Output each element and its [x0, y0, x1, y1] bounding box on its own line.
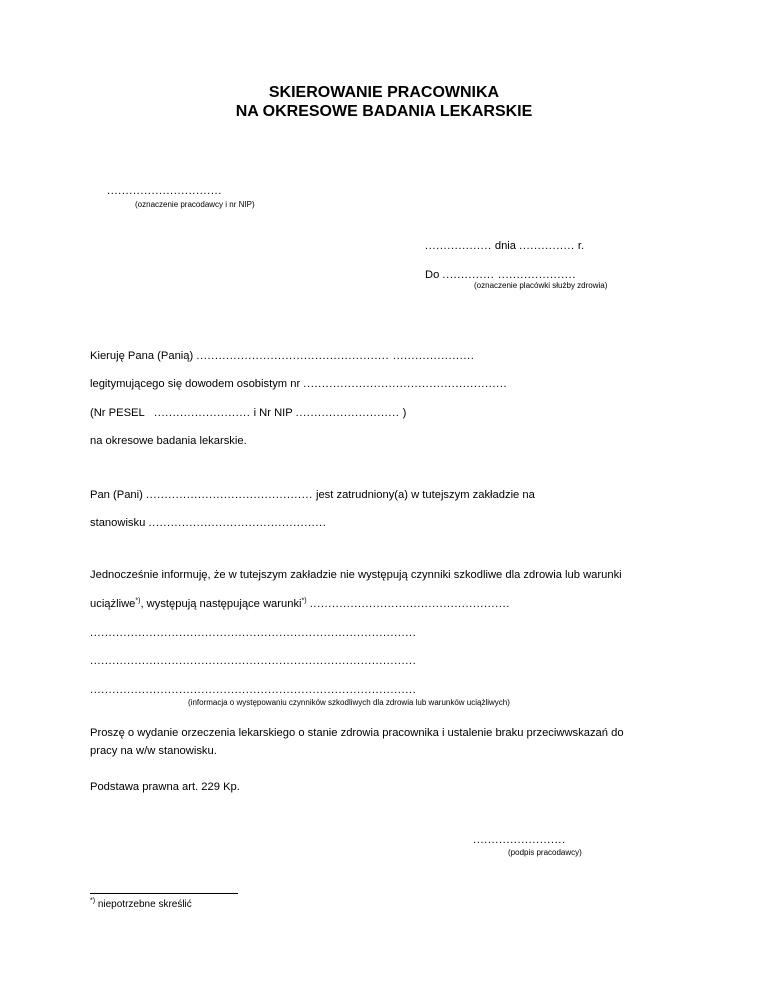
- info-b: , występują następujące warunki: [140, 598, 302, 610]
- pan-label: Pan (Pani): [90, 489, 143, 501]
- id-number-field[interactable]: .......................................................: [303, 378, 508, 390]
- pesel-label: (Nr PESEL: [90, 407, 145, 419]
- recipient-caption: (oznaczenie placówki służby zdrowia): [474, 281, 608, 290]
- footnote-mark-2: *): [301, 597, 307, 605]
- nip-label: i Nr NIP: [253, 407, 293, 419]
- info-a: uciążliwe: [90, 598, 136, 610]
- document-title-line1: SKIEROWANIE PRACOWNIKA: [268, 84, 500, 101]
- footnote: [90, 898, 192, 912]
- footnote-text: niepotrzebne skreślić: [95, 899, 192, 910]
- pan-line: [90, 488, 535, 502]
- conditions-field[interactable]: ......................................................: [309, 598, 510, 610]
- date-field[interactable]: ...............: [519, 240, 575, 252]
- dnia-label: dnia: [494, 240, 517, 252]
- footnote-rule: [90, 893, 238, 894]
- recipient-field[interactable]: .............. .....................: [442, 269, 576, 281]
- conditions-line-2[interactable]: ........................................................................................: [90, 655, 417, 667]
- document-title-line2: NA OKRESOWE BADANIA LEKARSKIE: [235, 103, 533, 120]
- date-line: [425, 239, 584, 253]
- conditions-caption: (informacja o występowaniu czynników szkodliwych dla zdrowia lub warunków uciążliwych): [188, 698, 510, 707]
- footnote-mark-1: *): [135, 597, 141, 605]
- footnote-mark: *): [90, 897, 96, 905]
- na-okresowe-text: na okresowe badania lekarskie.: [90, 435, 247, 447]
- pesel-field[interactable]: ..........................: [154, 407, 251, 419]
- kieruje-line: [90, 349, 474, 363]
- employee-name-field[interactable]: .................................................... ......................: [196, 350, 475, 362]
- prosze-line1: Proszę o wydanie orzeczenia lekarskiego o stanie zdrowia pracownika i ustalenie braku przeciwwskazań do: [90, 727, 624, 739]
- id-line: [90, 377, 507, 391]
- close-paren: ): [402, 407, 407, 419]
- pan-name-field[interactable]: .............................................: [145, 489, 313, 501]
- employer-field[interactable]: ...............................: [107, 185, 222, 197]
- employer-caption: (oznaczenie pracodawcy i nr NIP): [135, 200, 255, 209]
- pan-rest-text: jest zatrudniony(a) w tutejszym zakładzie na: [315, 489, 535, 501]
- conditions-line-1[interactable]: ........................................................................................: [90, 627, 417, 639]
- position-field[interactable]: ................................................: [148, 517, 327, 529]
- prosze-line2: pracy na w/w stanowisku.: [90, 745, 217, 757]
- info-line2: [90, 597, 510, 611]
- recipient-line: [425, 268, 576, 282]
- r-label: r.: [577, 240, 585, 252]
- kieruje-label: Kieruję Pana (Panią): [90, 350, 194, 362]
- conditions-line-3[interactable]: ........................................................................................: [90, 684, 417, 696]
- pesel-nip-line: [90, 406, 406, 420]
- stanowisku-label: stanowisku: [90, 517, 146, 529]
- legal-basis-text: Podstawa prawna art. 229 Kp.: [90, 781, 240, 793]
- nip-field[interactable]: ............................: [295, 407, 400, 419]
- id-label: legitymującego się dowodem osobistym nr: [90, 378, 301, 390]
- signature-field[interactable]: .........................: [473, 834, 566, 846]
- info-line1: Jednocześnie informuję, że w tutejszym zakładzie nie występują czynniki szkodliwe dla zdrowia lub warunki: [90, 569, 622, 581]
- signature-caption: (podpis pracodawcy): [508, 848, 582, 857]
- place-field[interactable]: ..................: [425, 240, 492, 252]
- stanowisku-line: [90, 516, 326, 530]
- do-label: Do: [425, 269, 440, 281]
